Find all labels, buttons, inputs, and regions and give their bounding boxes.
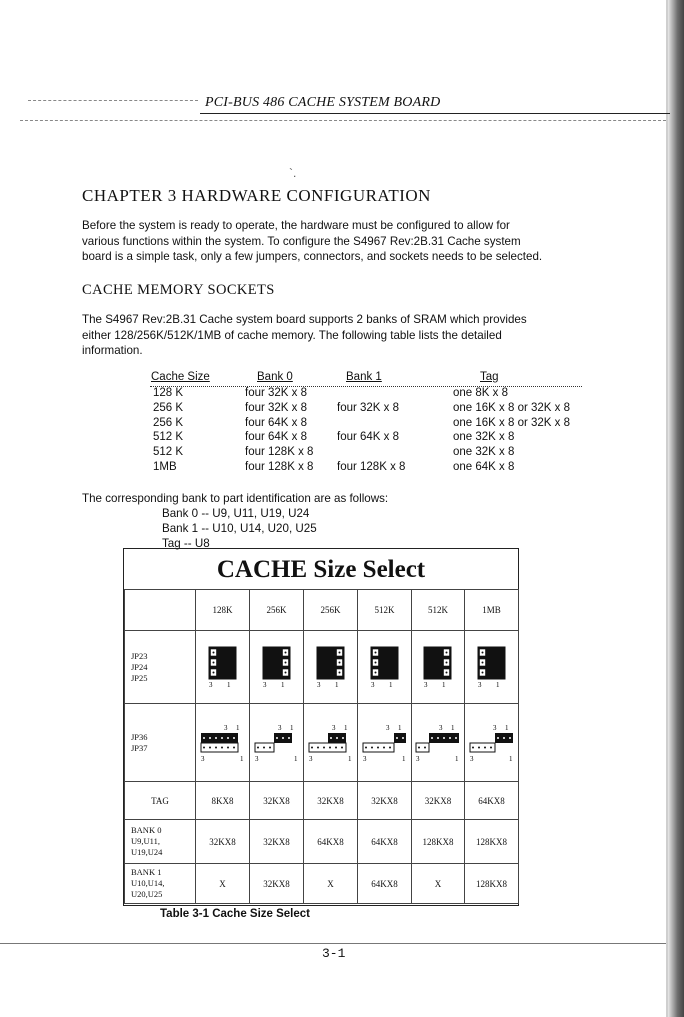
col-header-cache-size: Cache Size [151, 371, 210, 383]
corner-cell [125, 590, 196, 631]
bank1-value: X [196, 864, 250, 904]
col-header-bank1: Bank 1 [346, 371, 382, 383]
cache-table-cell: 128 K [153, 387, 184, 399]
col-header-tag: Tag [480, 371, 499, 383]
jumper-cell [250, 704, 304, 782]
bank1-assign: Bank 1 -- U10, U14, U20, U25 [162, 522, 317, 535]
jumper-pin-dot [221, 737, 223, 739]
bank1-value: X [412, 864, 465, 904]
section-line: either 128/256K/512K/1MB of cache memory. The following table lists the detailed [82, 328, 502, 342]
jumper-pin-dot [284, 652, 286, 654]
jumper-pin-dot [449, 737, 451, 739]
jumper-pin-dot [481, 662, 483, 664]
jumper-pin-dot [257, 746, 259, 748]
size-cell: 512K [412, 590, 465, 631]
jumper-pin-dot [338, 672, 340, 674]
intro-line: various functions within the system. To configure the S4967 Rev:2B.31 Cache system [82, 234, 521, 248]
bank0-value: 128KX8 [465, 820, 519, 864]
jumper-pin-dot [269, 746, 271, 748]
bank0-value: 128KX8 [412, 820, 465, 864]
cache-table-cell: four 64K x 8 [337, 431, 400, 444]
jumper-pin-dot [484, 746, 486, 748]
footer-rule [0, 943, 666, 944]
bank-intro: The corresponding bank to part identification are as follows: [82, 492, 389, 505]
jumper-pin-dot [209, 737, 211, 739]
header-rule-lower [20, 120, 666, 121]
jumper-pin-dot [443, 737, 445, 739]
pin-number: 1 [347, 754, 351, 763]
pin-number: 1 [508, 754, 512, 763]
cache-table-cell: four 128K x 8 [337, 460, 406, 473]
cache-table-row [150, 461, 582, 476]
jumper-cell [465, 704, 519, 782]
jp-label: JP24 [131, 661, 148, 672]
bank1-label [125, 864, 196, 904]
jumper-pin-dot [311, 746, 313, 748]
bank0-label [125, 820, 196, 864]
bank0-value: 64KX8 [358, 820, 412, 864]
jumper-pin-dot [374, 652, 376, 654]
jumper-pin-column [389, 647, 398, 679]
jumper-block-icon [365, 643, 405, 691]
pin-number: 3 [477, 681, 481, 689]
jumper-pin-column [326, 647, 335, 679]
jumper-pin-dot [323, 746, 325, 748]
jumper-pin-dot [365, 746, 367, 748]
pin-number: 1 [334, 681, 338, 689]
pin-number: 3 [370, 681, 374, 689]
jp-label: JP25 [131, 672, 148, 683]
pin-number: 3 [208, 681, 212, 689]
jumper-pin-column [487, 647, 496, 679]
pin-number: 3 [439, 723, 443, 732]
pin-number: 1 [226, 681, 230, 689]
cache-table-cell: 512 K [153, 431, 184, 444]
pin-number: 3 [469, 754, 473, 763]
pin-number: 3 [362, 754, 366, 763]
jp36-label [125, 704, 196, 782]
jumper-pin-dot [509, 737, 511, 739]
tag-value: 32KX8 [304, 782, 358, 820]
jumper-pin-dot [389, 746, 391, 748]
bank-label-line: BANK 0 [131, 825, 162, 835]
jumper-pin-dot [497, 737, 499, 739]
bank-assignment [82, 491, 388, 551]
jumper-block-icon [203, 643, 243, 691]
jumper-pair-icon [413, 721, 463, 765]
jumper-pin-dot [288, 737, 290, 739]
jp-label: JP36 [131, 731, 148, 742]
jumper-pin-dot [317, 746, 319, 748]
pin-number: 3 [331, 723, 335, 732]
section-title: CACHE MEMORY SOCKETS [82, 282, 275, 298]
chapter-title: CHAPTER 3 HARDWARE CONFIGURATION [82, 186, 431, 205]
size-cell: 1MB [465, 590, 519, 631]
jumper-open-pins [309, 743, 346, 752]
header-rule [200, 113, 670, 114]
pin-number: 1 [455, 754, 459, 763]
bank1-value: 128KX8 [465, 864, 519, 904]
bank-label-line: U20,U25 [131, 889, 163, 899]
running-head: PCI-BUS 486 CACHE SYSTEM BOARD [205, 95, 441, 110]
jp36-row [125, 704, 519, 782]
jumper-pin-dot [227, 746, 229, 748]
pin-number: 3 [424, 681, 428, 689]
pin-number: 1 [388, 681, 392, 689]
jumper-pin-column [263, 647, 272, 679]
pin-number: 3 [254, 754, 258, 763]
jumper-pin-dot [233, 746, 235, 748]
jumper-pin-dot [282, 737, 284, 739]
cache-table-cell: four 64K x 8 [245, 416, 308, 429]
jumper-pin-dot [209, 746, 211, 748]
bank1-row [125, 864, 519, 904]
jumper-pin-dot [263, 746, 265, 748]
stray-mark: `. [289, 166, 297, 180]
pin-number: 3 [316, 681, 320, 689]
cache-table-row [150, 387, 582, 402]
pin-number: 3 [223, 723, 227, 732]
bank-label-line: U9,U11, [131, 836, 160, 846]
pin-number: 1 [280, 681, 284, 689]
cache-table-cell: one 16K x 8 or 32K x 8 [453, 401, 570, 414]
jumper-cap [201, 733, 238, 743]
jumper-open-pins [416, 743, 429, 752]
pin-number: 3 [416, 754, 420, 763]
jumper-pin-dot [338, 662, 340, 664]
cache-table-row [150, 446, 582, 461]
cache-table-cell: four 128K x 8 [245, 446, 314, 459]
bank1-value: 64KX8 [358, 864, 412, 904]
jumper-pin-dot [233, 737, 235, 739]
pin-number: 1 [495, 681, 499, 689]
intro-paragraph [82, 218, 542, 265]
jumper-block-icon [311, 643, 351, 691]
tag-value: 64KX8 [465, 782, 519, 820]
jumper-pin-dot [329, 746, 331, 748]
size-cell: 128K [196, 590, 250, 631]
section-line: The S4967 Rev:2B.31 Cache system board supports 2 banks of SRAM which provides [82, 313, 527, 326]
jumper-cap [394, 733, 406, 743]
col-header-bank0: Bank 0 [257, 371, 293, 383]
pin-number: 1 [397, 723, 401, 732]
jumper-pin-dot [396, 737, 398, 739]
jumper-pin-dot [437, 737, 439, 739]
tag-row [125, 782, 519, 820]
jumper-block-icon [257, 643, 297, 691]
jumper-pin-dot [383, 746, 385, 748]
intro-line: board is a simple task, only a few jumpers, connectors, and sockets needs to be selected. [82, 250, 543, 263]
page-edge-shadow [668, 0, 684, 1017]
jumper-pin-column [424, 647, 433, 679]
jumper-pin-column [227, 647, 236, 679]
jumper-pin-dot [377, 746, 379, 748]
cache-table-cell: four 64K x 8 [245, 431, 308, 444]
jumper-pin-dot [335, 746, 337, 748]
jumper-pin-dot [215, 746, 217, 748]
jumper-pin-dot [481, 652, 483, 654]
jumper-pin-dot [431, 737, 433, 739]
pin-number: 3 [277, 723, 281, 732]
cache-table-cell: 256 K [153, 416, 184, 429]
select-grid [124, 589, 519, 904]
jumper-pin-dot [418, 746, 420, 748]
jumper-pair-icon [252, 721, 302, 765]
cache-table-header [150, 371, 582, 387]
cache-table-cell: one 16K x 8 or 32K x 8 [453, 416, 570, 429]
cache-table-cell: four 32K x 8 [245, 387, 308, 399]
bank-label-line: U10,U14, [131, 878, 165, 888]
jumper-pin-dot [446, 652, 448, 654]
bank-label-line: BANK 1 [131, 867, 162, 877]
tag-value: 8KX8 [196, 782, 250, 820]
size-cell: 256K [250, 590, 304, 631]
cache-table-cell: one 64K x 8 [453, 460, 515, 473]
jumper-cell [196, 631, 250, 704]
bank-label-line: U19,U24 [131, 847, 163, 857]
jumper-pin-dot [472, 746, 474, 748]
size-cell: 512K [358, 590, 412, 631]
cache-table-cell: one 32K x 8 [453, 446, 515, 459]
jumper-pin-dot [212, 662, 214, 664]
jumper-pair-icon [306, 721, 356, 765]
jumper-pair-icon [360, 721, 410, 765]
tag-assign: Tag -- U8 [162, 537, 210, 550]
bank0-value: 64KX8 [304, 820, 358, 864]
header-rule-left [28, 100, 198, 101]
jumper-pin-dot [478, 746, 480, 748]
jumper-pin-dot [374, 672, 376, 674]
tag-value: 32KX8 [250, 782, 304, 820]
jumper-pin-dot [341, 746, 343, 748]
jumper-pin-dot [402, 737, 404, 739]
pin-number: 1 [343, 723, 347, 732]
jumper-pin-dot [276, 737, 278, 739]
section-line: information. [82, 344, 143, 357]
jumper-pin-dot [203, 737, 205, 739]
pin-number: 3 [492, 723, 496, 732]
jumper-pin-dot [371, 746, 373, 748]
jumper-pin-column [380, 647, 389, 679]
jumper-cell [412, 631, 465, 704]
bank0-assign: Bank 0 -- U9, U11, U19, U24 [162, 507, 310, 520]
pin-number: 1 [451, 723, 455, 732]
bank0-row [125, 820, 519, 864]
jumper-pin-dot [481, 672, 483, 674]
jumper-pin-dot [490, 746, 492, 748]
bank1-value: X [304, 864, 358, 904]
pin-number: 1 [239, 754, 243, 763]
cache-table-cell: 512 K [153, 446, 184, 459]
jumper-pin-dot [446, 662, 448, 664]
jumper-pin-dot [338, 652, 340, 654]
jp-label: JP23 [131, 650, 148, 661]
jumper-open-pins [201, 743, 238, 752]
pin-number: 1 [401, 754, 405, 763]
jumper-pin-dot [284, 672, 286, 674]
jumper-pin-column [317, 647, 326, 679]
jumper-cell [304, 631, 358, 704]
bank0-value: 32KX8 [250, 820, 304, 864]
pin-number: 1 [442, 681, 446, 689]
size-row [125, 590, 519, 631]
jumper-pin-dot [455, 737, 457, 739]
tag-value: 32KX8 [412, 782, 465, 820]
cache-table-row [150, 431, 582, 446]
jumper-pin-dot [227, 737, 229, 739]
jumper-pin-column [496, 647, 505, 679]
jumper-pin-dot [446, 672, 448, 674]
pin-number: 1 [504, 723, 508, 732]
jumper-pin-dot [342, 737, 344, 739]
jumper-pin-dot [330, 737, 332, 739]
jumper-pair-icon [467, 721, 517, 765]
pin-number: 1 [235, 723, 239, 732]
cache-select-table [123, 548, 519, 906]
jumper-pin-dot [212, 672, 214, 674]
jumper-pin-dot [424, 746, 426, 748]
cache-table-cell: 256 K [153, 401, 184, 414]
intro-line: Before the system is ready to operate, the hardware must be configured to allow for [82, 219, 510, 232]
pin-number: 1 [293, 754, 297, 763]
jumper-pin-dot [503, 737, 505, 739]
jumper-pin-column [218, 647, 227, 679]
jumper-block-icon [418, 643, 458, 691]
pin-number: 1 [289, 723, 293, 732]
table-caption: Table 3-1 Cache Size Select [160, 908, 310, 920]
pin-number: 3 [385, 723, 389, 732]
jumper-pin-column [433, 647, 442, 679]
jp23-label [125, 631, 196, 704]
page-number: 3-1 [322, 946, 346, 961]
cache-table-cell: four 32K x 8 [245, 401, 308, 414]
jumper-block-icon [472, 643, 512, 691]
jumper-cell [358, 631, 412, 704]
cache-table-row [150, 402, 582, 417]
jumper-cell [304, 704, 358, 782]
jumper-cell [465, 631, 519, 704]
tag-value: 32KX8 [358, 782, 412, 820]
jumper-pin-dot [221, 746, 223, 748]
jumper-pin-dot [212, 652, 214, 654]
jumper-pin-dot [284, 662, 286, 664]
jp-label: JP37 [131, 742, 148, 753]
cache-table-row [150, 417, 582, 432]
cache-table-cell: four 32K x 8 [337, 401, 400, 414]
bank1-value: 32KX8 [250, 864, 304, 904]
jp23-row [125, 631, 519, 704]
page-edge-line [666, 0, 668, 1017]
jumper-pin-column [272, 647, 281, 679]
jumper-pair-icon [198, 721, 248, 765]
jumper-pin-dot [203, 746, 205, 748]
jumper-pin-dot [215, 737, 217, 739]
tag-label: TAG [125, 782, 196, 820]
bank0-value: 32KX8 [196, 820, 250, 864]
cache-table-cell: one 8K x 8 [453, 387, 508, 399]
pin-number: 3 [308, 754, 312, 763]
cache-table-cell: one 32K x 8 [453, 431, 515, 444]
jumper-cell [196, 704, 250, 782]
jumper-pin-dot [374, 662, 376, 664]
select-table-title: CACHE Size Select [124, 549, 518, 590]
cache-table-cell: four 128K x 8 [245, 460, 314, 473]
jumper-cell [358, 704, 412, 782]
section-paragraph [82, 312, 527, 359]
cache-table-cell: 1MB [153, 460, 177, 473]
pin-number: 3 [262, 681, 266, 689]
jumper-cell [250, 631, 304, 704]
cache-size-table [150, 371, 582, 476]
jumper-pin-dot [336, 737, 338, 739]
pin-number: 3 [200, 754, 204, 763]
jumper-cell [412, 704, 465, 782]
size-cell: 256K [304, 590, 358, 631]
